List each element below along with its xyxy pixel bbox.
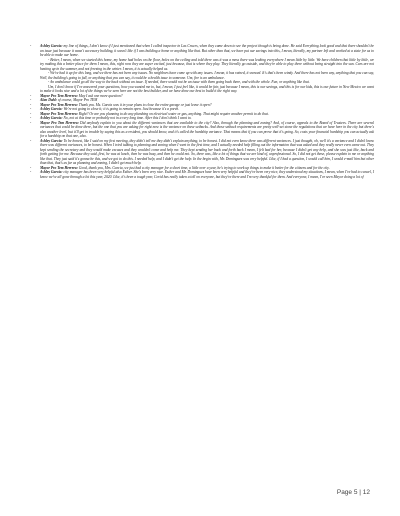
bullet-icon: - xyxy=(30,44,32,48)
entry-text: Did anybody explain to you about the different variances that are available to the city? Also, through the planning and zoning? And, of course, appeals to the Board of Trustees. There are several variances that could be done there, but the one that you are asking for right now is the variance on these setbacks. And those setback requirements are pretty well-set stone the regulations that we have here in the city but there's also another level, but it'll get in trouble by saying this as a resident, you should know, and it's called the hardship variance. That means that if you can prove that it's going. So, costs your financial hardship you can actually ask for a hardship on that one, also. xyxy=(40,120,374,138)
transcript-entry xyxy=(30,139,374,166)
continuation-paragraph: - We've had it up for this long, and we there has not been any issues. No neighbors have come up with any issues. I mean, it has rained, it snowed. It's that's been windy. And there has not been any, anything that you can say, Well, the building's going to fall, or anything that you can say, it could be a health issue to someone. Um, fire is an ambulance. xyxy=(40,71,374,80)
continuation-paragraph: - Better, I mean, when we started this home, my home had holes on the floor, holes on the ceiling and told there was it was a mess there was leaking everywhere I mean little by little. We have children that little by little, we try making this a better place for them I mean, this, right now they are super excited, just because, that is where they play. They literally go outside, and they're able to play there without being straight into the sun. Cars are not heating up in the summer, and not freezing in the winter. I mean, it is actually helped us. xyxy=(40,57,374,71)
speaker-name: Mayor Pro Tem Herrera: xyxy=(40,102,78,107)
speaker-name: Mayor Pro Tem Herrera: xyxy=(40,165,78,170)
entry-text: May I ask one more question? xyxy=(78,93,123,98)
entry-text: my line of things, I don't know if I just mentioned that when I called inspector in Las Cruces, when they came down to see the project though is being done. He said Everything look good and that there shouldn't be an issue just because it wasn't accessory building, it wasn't like if I was building a home or anything like that. But other than that, we have put our savings into this, I mean, literally, my partner left and worked at a state for us to be able to make our home. xyxy=(40,44,374,57)
entry-text: No, not at this time or probably not in a very long time. After this I don't think I want to. xyxy=(63,116,192,120)
continuation-paragraph: - An ambulance could go all the way to the back without an issue. If needed, there would not be an issue with them going back there, and with the whole. Fun, or anything like that. xyxy=(48,80,310,84)
entry-text: Good, thank you, Mrs. Garcia, we just had a city manager for a short time, a little over a year, he's trying to work up things to make it better for the citizens and for the city. xyxy=(78,165,330,170)
bullet-icon: - xyxy=(30,102,32,107)
bullet-icon: - xyxy=(30,170,32,174)
page-number: Page 5 | 12 xyxy=(336,489,370,496)
continuation-paragraph: Um, I don't know if I've answered your questions, how you wanted me to, but, I mean, I just feel like, it would be fair, just because I mean, this is our savings, and this is for our kids, this is our future in New Mexico we want to make it looks nice and a lot of the things we've seen here are not the best builder, and we have done our best to build it the right way. xyxy=(40,84,374,93)
entry-text: Thank you. Ms. Garcia was it in your plans to close the entire garage or just leave it open? xyxy=(78,102,212,107)
transcript-entry xyxy=(30,170,374,179)
bullet-icon: - xyxy=(30,138,32,143)
speaker-name: Ashley Garcia: xyxy=(40,170,63,174)
speaker-name: Mayor Pro Tem Herrera: xyxy=(40,120,79,125)
speaker-name: Mayor Pro Tem Herrera: xyxy=(40,111,78,116)
bullet-icon: - xyxy=(30,111,32,116)
speaker-name: Ashley Garcia: xyxy=(40,44,63,48)
speaker-name: Ashley Garcia: xyxy=(40,107,63,111)
entry-text: city manager has been very helpful also Esther. She's been very nice. Esther and Mr. Dominguez have been very helpful and they've been very nice, they understood my situations, I mean, when I've had to cancel, I know we've all gone through a lot this year, 2020. Like, it's been a tough year, Covid has really taken a toll on everyone, but they've there and I'm very thankful for them. And everyone, I mean, I've seen Mayor doing a lot of xyxy=(40,170,374,179)
transcript-body xyxy=(30,44,374,179)
speaker-name: Ashley Garcia: xyxy=(40,116,63,120)
transcript-entry xyxy=(30,44,374,58)
entry-text: To be honest, like I said on my first meeting, they didn't tell me they didn't explain anything, to be honest. I did not even know there was different variances. I just thought, oh, well it's a variance and I didn't know there was different variances, to be honest. When I tried talking to planning and zoning when I went in the first time, and I actually needed help filling out the information that was asked and they really never even came out. They kept sending the secretary and they would make excuses and they wouldn't come and help me. They kept sending her back and forth back I mean, I felt bad for her, because I didn't get any help, and she was just like, back and forth getting for me. Because they said, first, he was at lunch, then he was busy, and then he could not. So, there was, like a lot of things that we are kind of, unprofessional. So, I did not get these, please explain to me or anything like that. They just said it's gonna be this, and we got to do this. I needed help, and I didn't get the help. In the begin with, Mr. Dominguez was very helpful. Like, if I had a question, I would call him, I would e-mail him but other than that, that's as far as planning and zoning, I didn't get much help. xyxy=(40,138,374,165)
speaker-name: Mayor Pro Tem Herrera: xyxy=(40,93,78,98)
speaker-name: Ashley Garcia: xyxy=(40,138,63,143)
entry-text: We're not going to close it; it is going to remain open. Just because it's a porch. xyxy=(63,107,180,111)
entry-text: of course, Mayor Pro TEM xyxy=(57,98,98,102)
transcript-entry xyxy=(30,121,374,139)
bullet-icon: - xyxy=(30,165,32,170)
bullet-icon: - xyxy=(30,120,32,125)
entry-text: Right? Or are you planning to do any plumbing on electrical water or gas, anything. That might require another permit to do that. xyxy=(78,111,269,116)
bullet-icon: - xyxy=(30,107,32,111)
bullet-icon: - xyxy=(30,98,32,102)
bullet-icon: - xyxy=(30,116,32,120)
bullet-icon: - xyxy=(30,93,32,98)
speaker-name: Alan Dahl: xyxy=(40,98,57,102)
